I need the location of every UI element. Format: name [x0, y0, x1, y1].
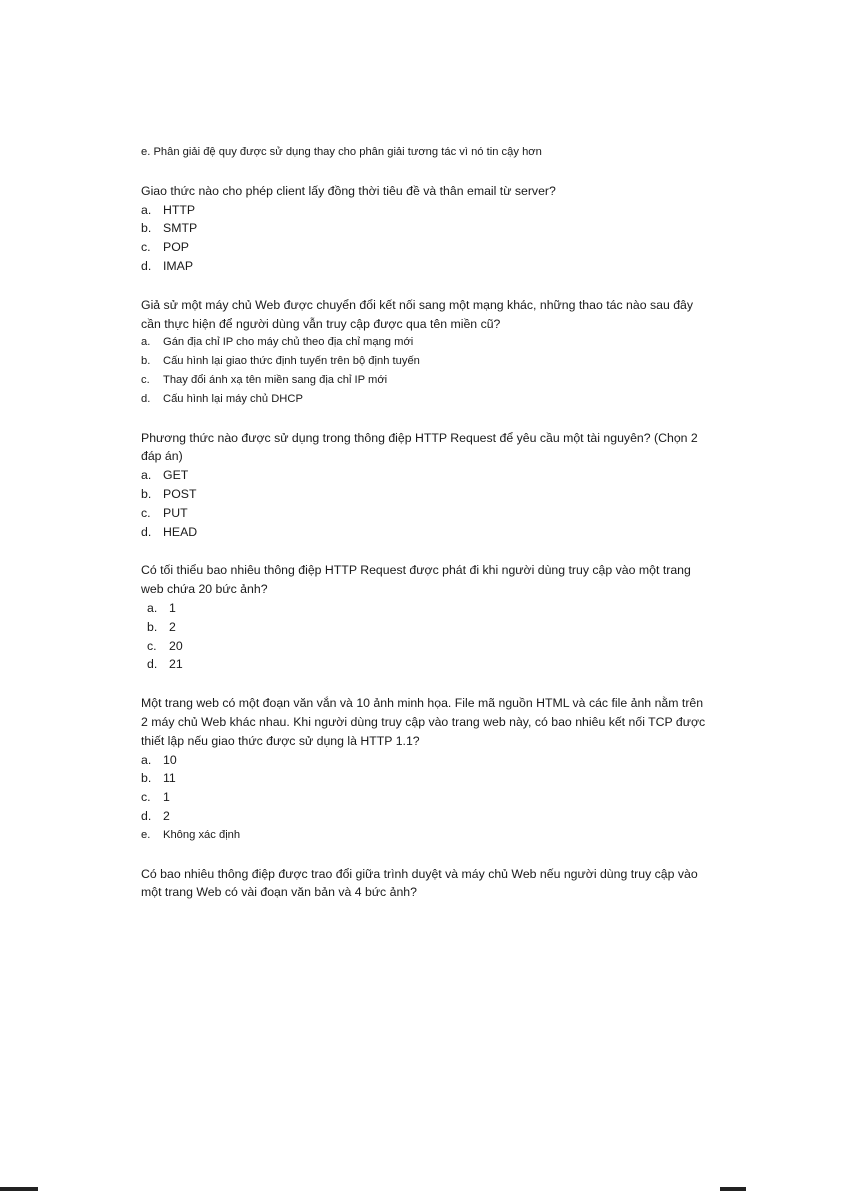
option-text: HTTP: [163, 202, 196, 217]
option-item: [141, 466, 721, 485]
question-text: Giả sử một máy chủ Web được chuyển đổi kết nối sang một mạng khác, những thao tác nào sau đây cần thực hiện để người dùng vẫn truy cập được qua tên miền cũ?: [141, 297, 694, 331]
option-text: Không xác định: [163, 828, 241, 841]
option-text: 1: [163, 790, 170, 805]
option-item: [141, 504, 721, 523]
answer-option-e: e. Phân giải đệ quy được sử dụng thay cho phân giải tương tác vì nó tin cậy hơn: [141, 146, 542, 158]
option-text: SMTP: [163, 221, 198, 236]
option-letter: d.: [141, 258, 152, 273]
scan-edge-mark-left: [0, 1187, 38, 1191]
question-text: Có tối thiểu bao nhiêu thông điệp HTTP Request được phát đi khi người dùng truy cập vào một trang web chứa 20 bức ảnh?: [141, 563, 691, 597]
option-text: HEAD: [163, 524, 198, 539]
option-list: [141, 466, 721, 541]
question-1: [141, 182, 721, 276]
option-text: 2: [169, 619, 176, 634]
option-item: [141, 257, 721, 276]
option-text: Cấu hình lại giao thức định tuyến trên bộ định tuyến: [163, 355, 420, 368]
option-item: [141, 390, 721, 409]
option-item: [141, 333, 721, 352]
option-text: IMAP: [163, 258, 194, 273]
option-item: [147, 618, 721, 637]
option-list: [141, 333, 721, 408]
question-5: [141, 694, 721, 844]
option-item: [141, 485, 721, 504]
option-item: [147, 637, 721, 656]
option-text: Cấu hình lại máy chủ DHCP: [163, 392, 303, 405]
option-list: [141, 599, 721, 674]
option-text: Gán địa chỉ IP cho máy chủ theo địa chỉ mạng mới: [163, 336, 414, 349]
question-text: Phương thức nào được sử dụng trong thông điệp HTTP Request để yêu cầu một tài nguyên? (Chọn 2 đáp án): [141, 430, 698, 464]
question-2: [141, 296, 721, 409]
option-item: [147, 599, 721, 618]
option-text: Thay đổi ánh xạ tên miền sang địa chỉ IP mới: [163, 373, 388, 386]
option-letter: a.: [141, 468, 152, 483]
option-text: 21: [169, 657, 183, 672]
question-text: Có bao nhiêu thông điệp được trao đổi giữa trình duyệt và máy chủ Web nếu người dùng truy cập vào một trang Web có vài đoạn văn bản và 4 bức ảnh?: [141, 866, 698, 900]
option-letter: b.: [141, 355, 151, 368]
option-item: [147, 655, 721, 674]
option-item: [141, 219, 721, 238]
question-text: Một trang web có một đoạn văn vắn và 10 ảnh minh họa. File mã nguồn HTML và các file ảnh nằm trên 2 máy chủ Web khác nhau. Khi người dùng truy cập vào trang web này, có bao nhiêu kết nối TCP được thiết lập nếu giao thức được sử dụng là HTTP 1.1?: [141, 696, 706, 748]
option-letter: c.: [141, 505, 151, 520]
option-letter: b.: [141, 771, 152, 786]
option-letter: d.: [141, 808, 152, 823]
option-letter: d.: [147, 657, 158, 672]
option-item: [141, 807, 721, 826]
option-text: 20: [169, 638, 183, 653]
option-item: [141, 352, 721, 371]
option-letter: d.: [141, 392, 151, 405]
option-letter: a.: [141, 336, 151, 349]
option-item: [141, 238, 721, 257]
option-letter: a.: [141, 752, 152, 767]
option-letter: a.: [147, 600, 158, 615]
option-letter: c.: [147, 638, 157, 653]
option-letter: d.: [141, 524, 152, 539]
option-text: 2: [163, 808, 170, 823]
option-list: [141, 751, 721, 845]
option-item: [141, 769, 721, 788]
question-6: [141, 865, 721, 903]
scan-edge-mark-right: [720, 1187, 746, 1191]
option-text: 10: [163, 752, 177, 767]
option-text: POST: [163, 486, 197, 501]
option-item: [141, 523, 721, 542]
document-content: [141, 143, 721, 902]
option-letter: a.: [141, 202, 152, 217]
option-letter: e.: [141, 828, 151, 841]
option-list: [141, 201, 721, 276]
option-letter: b.: [141, 486, 152, 501]
option-letter: c.: [141, 790, 151, 805]
option-item: [141, 371, 721, 390]
option-item: [141, 788, 721, 807]
option-text: GET: [163, 468, 189, 483]
option-letter: c.: [141, 373, 150, 386]
question-text: Giao thức nào cho phép client lấy đồng thời tiêu đề và thân email từ server?: [141, 183, 556, 198]
option-letter: c.: [141, 240, 151, 255]
option-text: PUT: [163, 505, 188, 520]
option-item: [141, 201, 721, 220]
option-letter: b.: [147, 619, 158, 634]
option-text: 1: [169, 600, 176, 615]
option-letter: b.: [141, 221, 152, 236]
option-item: [141, 751, 721, 770]
option-text: 11: [163, 771, 176, 786]
question-3: [141, 429, 721, 542]
question-4: [141, 561, 721, 674]
option-item: [141, 826, 721, 845]
option-text: POP: [163, 240, 189, 255]
